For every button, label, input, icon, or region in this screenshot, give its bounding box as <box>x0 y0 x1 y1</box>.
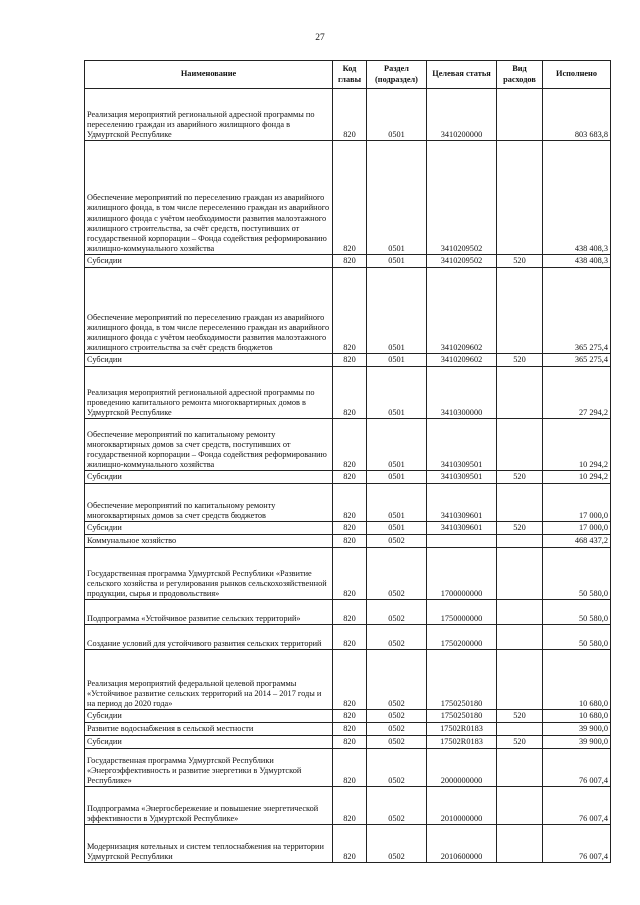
cell-executed: 803 683,8 <box>543 89 611 141</box>
cell-executed: 76 007,4 <box>543 749 611 787</box>
cell-target: 2000000000 <box>427 749 497 787</box>
cell-name: Реализация мероприятий федеральной целевой программы «Устойчивое развитие сельских территорий на 2014 – 2017 годы и на период до 2020 года» <box>85 650 333 710</box>
cell-code: 820 <box>333 787 367 825</box>
cell-code: 820 <box>333 548 367 600</box>
table-row <box>85 600 611 625</box>
cell-target: 3410200000 <box>427 89 497 141</box>
cell-executed: 50 580,0 <box>543 548 611 600</box>
table-header-row <box>85 61 611 89</box>
column-header-executed: Исполнено <box>543 61 611 89</box>
cell-type <box>497 141 543 255</box>
table-row <box>85 625 611 650</box>
table-row <box>85 535 611 548</box>
cell-section: 0501 <box>367 89 427 141</box>
table-row <box>85 522 611 535</box>
cell-target: 1750250180 <box>427 650 497 710</box>
cell-target: 1700000000 <box>427 548 497 600</box>
cell-type <box>497 625 543 650</box>
cell-code: 820 <box>333 141 367 255</box>
cell-target: 1750250180 <box>427 710 497 723</box>
cell-type <box>497 268 543 354</box>
table-row <box>85 736 611 749</box>
table-row <box>85 419 611 471</box>
cell-code: 820 <box>333 736 367 749</box>
cell-target <box>427 535 497 548</box>
cell-name: Субсидии <box>85 710 333 723</box>
cell-executed: 76 007,4 <box>543 825 611 863</box>
cell-section: 0502 <box>367 600 427 625</box>
cell-executed: 27 294,2 <box>543 367 611 419</box>
cell-section: 0501 <box>367 354 427 367</box>
cell-type <box>497 825 543 863</box>
cell-section: 0502 <box>367 710 427 723</box>
table-row <box>85 367 611 419</box>
cell-type <box>497 749 543 787</box>
cell-name: Обеспечение мероприятий по переселению граждан из аварийного жилищного фонда, в том числе переселению граждан из аварийного жилищного фонда с учётом необходимости развития малоэтажного жилищного строительства за счёт средств бюджетов <box>85 268 333 354</box>
cell-code: 820 <box>333 255 367 268</box>
table-row <box>85 710 611 723</box>
table-row <box>85 825 611 863</box>
table-row <box>85 89 611 141</box>
column-header-name: Наименование <box>85 61 333 89</box>
cell-name: Субсидии <box>85 471 333 484</box>
cell-code: 820 <box>333 650 367 710</box>
cell-name: Развитие водоснабжения в сельской местности <box>85 723 333 736</box>
cell-section: 0502 <box>367 535 427 548</box>
table-row <box>85 723 611 736</box>
cell-code: 820 <box>333 354 367 367</box>
cell-section: 0502 <box>367 736 427 749</box>
cell-type: 520 <box>497 710 543 723</box>
cell-type: 520 <box>497 471 543 484</box>
cell-type <box>497 723 543 736</box>
cell-executed: 76 007,4 <box>543 787 611 825</box>
cell-name: Государственная программа Удмуртской Республики «Развитие сельского хозяйства и регулирования рынков сельскохозяйственной продукции, сырья и продовольствия» <box>85 548 333 600</box>
cell-target: 3410209502 <box>427 141 497 255</box>
cell-section: 0501 <box>367 367 427 419</box>
cell-name: Подпрограмма «Энергосбережение и повышение энергетической эффективности в Удмуртской Республике» <box>85 787 333 825</box>
cell-type <box>497 600 543 625</box>
cell-target: 3410300000 <box>427 367 497 419</box>
cell-executed: 365 275,4 <box>543 268 611 354</box>
cell-executed: 17 000,0 <box>543 522 611 535</box>
table-row <box>85 141 611 255</box>
cell-code: 820 <box>333 600 367 625</box>
cell-target: 3410209602 <box>427 268 497 354</box>
cell-name: Создание условий для устойчивого развития сельских территорий <box>85 625 333 650</box>
cell-code: 820 <box>333 522 367 535</box>
cell-section: 0501 <box>367 268 427 354</box>
cell-code: 820 <box>333 625 367 650</box>
cell-target: 17502R0183 <box>427 723 497 736</box>
cell-code: 820 <box>333 723 367 736</box>
table-row <box>85 749 611 787</box>
cell-name: Обеспечение мероприятий по капитальному ремонту многоквартирных домов за счет средств бюджетов <box>85 484 333 522</box>
cell-type <box>497 419 543 471</box>
table-row <box>85 471 611 484</box>
cell-code: 820 <box>333 825 367 863</box>
table-row <box>85 255 611 268</box>
cell-type: 520 <box>497 255 543 268</box>
cell-type <box>497 787 543 825</box>
cell-section: 0501 <box>367 471 427 484</box>
cell-executed: 438 408,3 <box>543 141 611 255</box>
cell-name: Реализация мероприятий региональной адресной программы по проведению капитального ремонта многоквартирных домов в Удмуртской Республике <box>85 367 333 419</box>
table-row <box>85 548 611 600</box>
cell-target: 3410309501 <box>427 419 497 471</box>
table-row <box>85 354 611 367</box>
cell-executed: 468 437,2 <box>543 535 611 548</box>
cell-type <box>497 535 543 548</box>
cell-section: 0502 <box>367 825 427 863</box>
cell-type <box>497 484 543 522</box>
cell-name: Модернизация котельных и систем теплоснабжения на территории Удмуртской Республики <box>85 825 333 863</box>
cell-code: 820 <box>333 367 367 419</box>
cell-executed: 17 000,0 <box>543 484 611 522</box>
cell-executed: 10 680,0 <box>543 650 611 710</box>
column-header-section: Раздел (подраздел) <box>367 61 427 89</box>
cell-name: Коммунальное хозяйство <box>85 535 333 548</box>
cell-code: 820 <box>333 419 367 471</box>
cell-name: Обеспечение мероприятий по капитальному ремонту многоквартирных домов за счет средств, поступивших от государственной корпорации – Фонда содействия реформированию жилищно-коммунального хозяйства <box>85 419 333 471</box>
cell-executed: 10 294,2 <box>543 471 611 484</box>
cell-type: 520 <box>497 522 543 535</box>
cell-type <box>497 548 543 600</box>
cell-type <box>497 367 543 419</box>
cell-section: 0502 <box>367 625 427 650</box>
cell-code: 820 <box>333 484 367 522</box>
cell-target: 3410209502 <box>427 255 497 268</box>
cell-target: 1750200000 <box>427 625 497 650</box>
cell-name: Субсидии <box>85 522 333 535</box>
cell-section: 0502 <box>367 650 427 710</box>
cell-type: 520 <box>497 354 543 367</box>
page-number: 27 <box>315 33 325 43</box>
cell-name: Подпрограмма «Устойчивое развитие сельских территорий» <box>85 600 333 625</box>
cell-target: 3410309501 <box>427 471 497 484</box>
cell-target: 2010600000 <box>427 825 497 863</box>
cell-executed: 438 408,3 <box>543 255 611 268</box>
cell-target: 3410309601 <box>427 522 497 535</box>
cell-code: 820 <box>333 535 367 548</box>
cell-type <box>497 650 543 710</box>
table-row <box>85 484 611 522</box>
cell-section: 0502 <box>367 723 427 736</box>
cell-executed: 50 580,0 <box>543 625 611 650</box>
cell-section: 0501 <box>367 255 427 268</box>
cell-code: 820 <box>333 749 367 787</box>
cell-code: 820 <box>333 89 367 141</box>
cell-section: 0501 <box>367 522 427 535</box>
cell-type: 520 <box>497 736 543 749</box>
cell-code: 820 <box>333 710 367 723</box>
table-row <box>85 787 611 825</box>
cell-code: 820 <box>333 471 367 484</box>
cell-executed: 365 275,4 <box>543 354 611 367</box>
cell-section: 0501 <box>367 141 427 255</box>
cell-name: Обеспечение мероприятий по переселению граждан из аварийного жилищного фонда, в том числе переселению граждан из аварийного жилищного фонда с учётом необходимости развития малоэтажного жилищного строительства, за счёт средств, поступивших от государственной корпорации – Фонда содействия реформированию жилищно-коммунального хозяйства <box>85 141 333 255</box>
cell-target: 17502R0183 <box>427 736 497 749</box>
cell-target: 1750000000 <box>427 600 497 625</box>
cell-target: 3410309601 <box>427 484 497 522</box>
cell-executed: 39 900,0 <box>543 736 611 749</box>
column-header-target: Целевая статья <box>427 61 497 89</box>
cell-section: 0501 <box>367 419 427 471</box>
cell-name: Субсидии <box>85 255 333 268</box>
cell-section: 0502 <box>367 787 427 825</box>
column-header-code: Код главы <box>333 61 367 89</box>
budget-table <box>84 60 611 863</box>
cell-name: Государственная программа Удмуртской Республики «Энергоэффективность и развитие энергетики в Удмуртской Республике» <box>85 749 333 787</box>
cell-executed: 10 294,2 <box>543 419 611 471</box>
table-row <box>85 650 611 710</box>
cell-section: 0502 <box>367 548 427 600</box>
cell-section: 0501 <box>367 484 427 522</box>
cell-type <box>497 89 543 141</box>
column-header-type: Вид расходов <box>497 61 543 89</box>
cell-executed: 39 900,0 <box>543 723 611 736</box>
cell-executed: 50 580,0 <box>543 600 611 625</box>
cell-code: 820 <box>333 268 367 354</box>
cell-name: Реализация мероприятий региональной адресной программы по переселению граждан из аварийного жилищного фонда в Удмуртской Республике <box>85 89 333 141</box>
cell-name: Субсидии <box>85 354 333 367</box>
cell-section: 0502 <box>367 749 427 787</box>
table-row <box>85 268 611 354</box>
cell-name: Субсидии <box>85 736 333 749</box>
cell-target: 3410209602 <box>427 354 497 367</box>
cell-target: 2010000000 <box>427 787 497 825</box>
cell-executed: 10 680,0 <box>543 710 611 723</box>
